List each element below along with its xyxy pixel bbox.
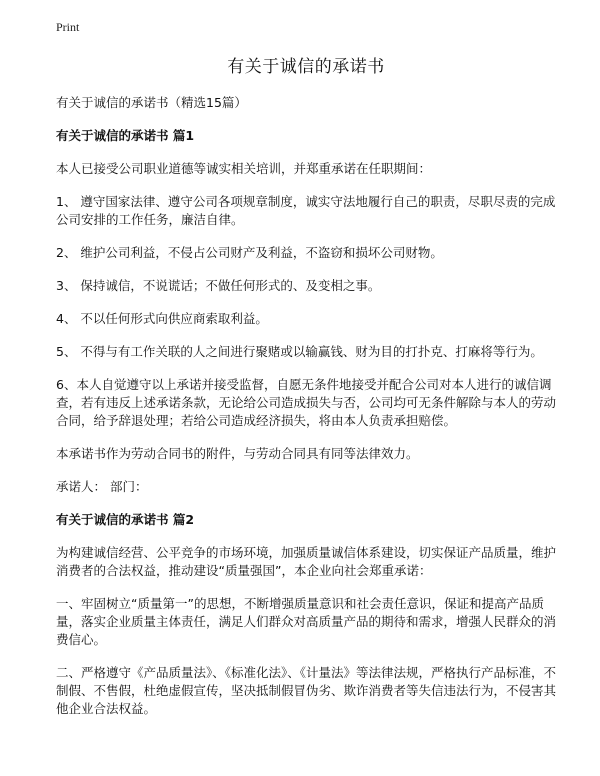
paragraph: 4、 不以任何形式向供应商索取利益。 xyxy=(56,311,268,326)
paragraph: 2、 维护公司利益，不侵占公司财产及利益，不盗窃和损坏公司财物。 xyxy=(56,245,443,260)
document xyxy=(56,40,556,718)
document-title: 有关于诚信的承诺书 xyxy=(227,57,385,77)
paragraph: 一、牢固树立“质量第一”的思想，不断增强质量意识和社会责任意识，保证和提高产品质量，落实企业质量主体责任，满足人们群众对高质量产品的期待和需求，增强人民群众的消费信心。 xyxy=(56,596,557,647)
paragraph: 为构建诚信经营、公平竞争的市场环境，加强质量诚信体系建设，切实保证产品质量，维护消费者的合法权益，推动建设“质量强国”，本企业向社会郑重承诺： xyxy=(56,545,557,578)
paragraph: 二、严格遵守《产品质量法》、《标准化法》、《计量法》等法律法规，严格执行产品标准，不制假、不售假，杜绝虚假宣传，坚决抵制假冒伪劣、欺诈消费者等失信违法行为，不侵害其他企业合法权益。 xyxy=(56,665,557,716)
print-link[interactable]: Print xyxy=(56,20,80,34)
document-subtitle: 有关于诚信的承诺书（精选15篇） xyxy=(56,95,247,110)
signature-line: 承诺人： 部门： xyxy=(56,479,148,494)
section-heading-1: 有关于诚信的承诺书 篇1 xyxy=(56,128,195,143)
paragraph: 6、本人自觉遵守以上承诺并接受监督，自愿无条件地接受并配合公司对本人进行的诚信调查，若有违反上述承诺条款，无论给公司造成损失与否，公司均可无条件解除与本人的劳动合同，给予辞退处理；若给公司造成经济损失，将由本人负责承担赔偿。 xyxy=(56,377,557,428)
paragraph: 本人已接受公司职业道德等诚实相关培训，并郑重承诺在任职期间： xyxy=(56,161,432,176)
section-heading-2: 有关于诚信的承诺书 篇2 xyxy=(56,512,195,527)
paragraph: 1、 遵守国家法律、遵守公司各项规章制度，诚实守法地履行自己的职责，尽职尽责的完成公司安排的工作任务，廉洁自律。 xyxy=(56,194,556,227)
paragraph: 3、 保持诚信，不说谎话；不做任何形式的、及变相之事。 xyxy=(56,278,381,293)
paragraph: 5、 不得与有工作关联的人之间进行聚赌或以输赢钱、财为目的打扑克、打麻将等行为。 xyxy=(56,344,543,359)
paragraph: 本承诺书作为劳动合同书的附件，与劳动合同具有同等法律效力。 xyxy=(56,446,419,461)
